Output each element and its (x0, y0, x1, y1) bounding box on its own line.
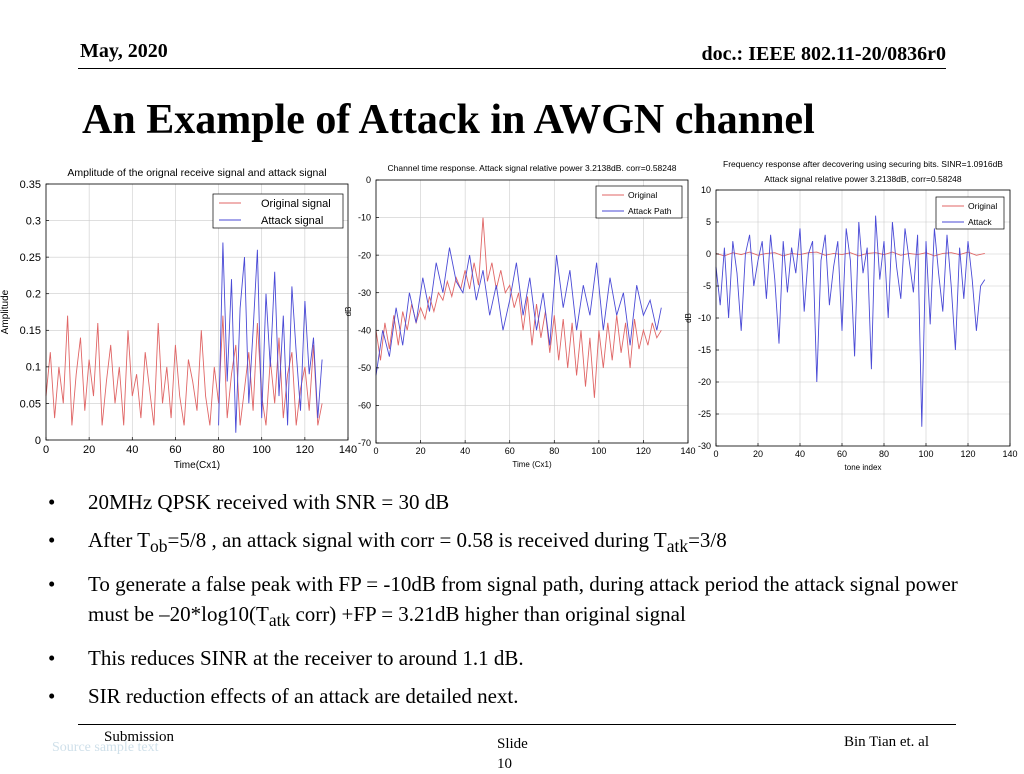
x-tick-label: 80 (878, 449, 890, 459)
y-tick-label: -30 (697, 441, 711, 452)
bullet-marker: • (48, 490, 56, 514)
y-tick-label: -25 (697, 409, 711, 420)
y-tick-label: -50 (357, 363, 371, 374)
x-tick-label: 0 (42, 444, 50, 456)
y-tick-label: -70 (357, 438, 371, 449)
bullet-item (48, 681, 978, 711)
x-tick-label: 40 (126, 444, 139, 456)
x-tick-label: 80 (212, 444, 225, 456)
bullet-item (48, 487, 978, 517)
x-tick-label: 0 (373, 446, 379, 456)
footer-slide (497, 734, 528, 774)
bullet-item (48, 569, 978, 635)
bullet-text: =3/8 (688, 528, 727, 552)
header-doc-id: doc.: IEEE 802.11-20/0836r0 (701, 43, 946, 65)
chart-title: Amplitude of the orignal receive signal and attack signal (67, 167, 327, 179)
subscript: atk (666, 536, 689, 557)
x-tick-label: 20 (83, 444, 96, 456)
x-axis-label: tone index (844, 463, 882, 472)
x-axis-label: Time(Cx1) (173, 460, 221, 471)
y-tick-label: 0.15 (19, 325, 41, 338)
x-tick-label: 60 (169, 444, 182, 456)
y-tick-label: -40 (357, 325, 371, 336)
x-tick-label: 100 (591, 446, 607, 456)
bullet-text: corr) +FP = 3.21dB higher than original signal (290, 602, 686, 627)
x-tick-label: 20 (752, 449, 764, 459)
bullet-marker: • (48, 572, 56, 597)
x-tick-label: 40 (460, 446, 471, 456)
bullet-item (48, 643, 978, 673)
x-tick-label: 120 (960, 449, 976, 459)
y-axis-label: dB (344, 306, 353, 317)
y-axis-label: Amplitude (0, 289, 11, 335)
legend-label: Original (968, 201, 998, 212)
y-axis-label: dB (684, 313, 693, 323)
y-tick-label: 5 (705, 217, 711, 228)
y-tick-label: 0.05 (19, 398, 41, 411)
x-tick-label: 100 (252, 444, 271, 456)
legend-label: Original (628, 190, 658, 201)
bullet-text: SIR reduction effects of an attack are detailed next. (88, 684, 519, 709)
bullet-text: 20MHz QPSK received with SNR = 30 dB (88, 490, 450, 514)
x-tick-label: 80 (549, 446, 560, 456)
series-line (716, 216, 985, 427)
slide-title: An Example of Attack in AWGN channel (82, 97, 815, 143)
y-tick-label: 0.25 (19, 251, 41, 264)
slide-label: Slide (497, 736, 528, 752)
x-tick-label: 140 (680, 446, 696, 456)
bullet-marker: • (48, 528, 56, 552)
slide-number: 10 (497, 756, 512, 772)
x-tick-label: 20 (415, 446, 426, 456)
bullet-item (48, 525, 978, 561)
series-line (376, 248, 661, 376)
bullet-marker: • (48, 684, 56, 709)
y-tick-label: -30 (357, 287, 371, 298)
chart-subtitle: Attack signal relative power 3.2138dB, corr=0.58248 (764, 174, 962, 184)
y-tick-label: -60 (357, 400, 371, 411)
x-tick-label: 100 (918, 449, 934, 459)
legend-label: Attack Path (628, 206, 672, 217)
plot-frame (376, 180, 688, 443)
bullet-text: =5/8 , an attack signal with corr = 0.58 is received during T (167, 528, 667, 552)
bullet-list (48, 487, 978, 719)
y-tick-label: 10 (700, 185, 711, 196)
x-tick-label: 120 (635, 446, 651, 456)
footer-source: Source sample text (52, 740, 159, 755)
footer-submission: Submission (104, 729, 175, 745)
bullet-text: To generate a false peak with FP = -10dB from signal path, during attack period the attack signal power must be –20*log10(T (88, 572, 958, 627)
y-tick-label: 0.1 (25, 361, 41, 374)
y-tick-label: 0 (365, 175, 371, 186)
y-tick-label: 0.3 (25, 215, 41, 228)
x-tick-label: 140 (1002, 449, 1018, 459)
y-tick-label: -20 (697, 377, 711, 388)
bullet-text: This reduces SINR at the receiver to around 1.1 dB. (88, 646, 524, 671)
x-tick-label: 120 (295, 444, 315, 456)
y-tick-label: -15 (697, 345, 711, 356)
x-tick-label: 60 (504, 446, 515, 456)
y-tick-label: 0 (34, 434, 41, 447)
chart-title: Channel time response. Attack signal relative power 3.2138dB. corr=0.58248 (387, 163, 677, 173)
subscript: atk (268, 610, 291, 631)
x-axis-label: Time (Cx1) (512, 460, 552, 469)
footer-author: Bin Tian et. al (844, 734, 930, 750)
legend-label: Original signal (261, 197, 331, 210)
chart-title: Frequency response after decovering using securing bits. SINR=1.0916dB (723, 159, 1003, 169)
y-tick-label: 0.35 (19, 178, 41, 191)
y-tick-label: 0 (705, 249, 711, 260)
legend-label: Attack signal (261, 214, 324, 227)
series-line (219, 243, 323, 433)
x-tick-label: 40 (794, 449, 806, 459)
x-tick-label: 60 (836, 449, 848, 459)
x-tick-label: 0 (713, 449, 719, 459)
bullet-text: After T (88, 528, 151, 552)
subscript: ob (150, 536, 168, 557)
legend-label: Attack (968, 217, 992, 228)
bullet-marker: • (48, 646, 56, 671)
y-tick-label: -10 (357, 212, 371, 223)
x-tick-label: 140 (338, 444, 358, 456)
y-tick-label: 0.2 (25, 288, 41, 301)
y-tick-label: -10 (697, 313, 711, 324)
header-date: May, 2020 (80, 40, 168, 62)
footer-rule (78, 724, 956, 725)
y-tick-label: -5 (702, 281, 711, 292)
y-tick-label: -20 (357, 250, 371, 261)
